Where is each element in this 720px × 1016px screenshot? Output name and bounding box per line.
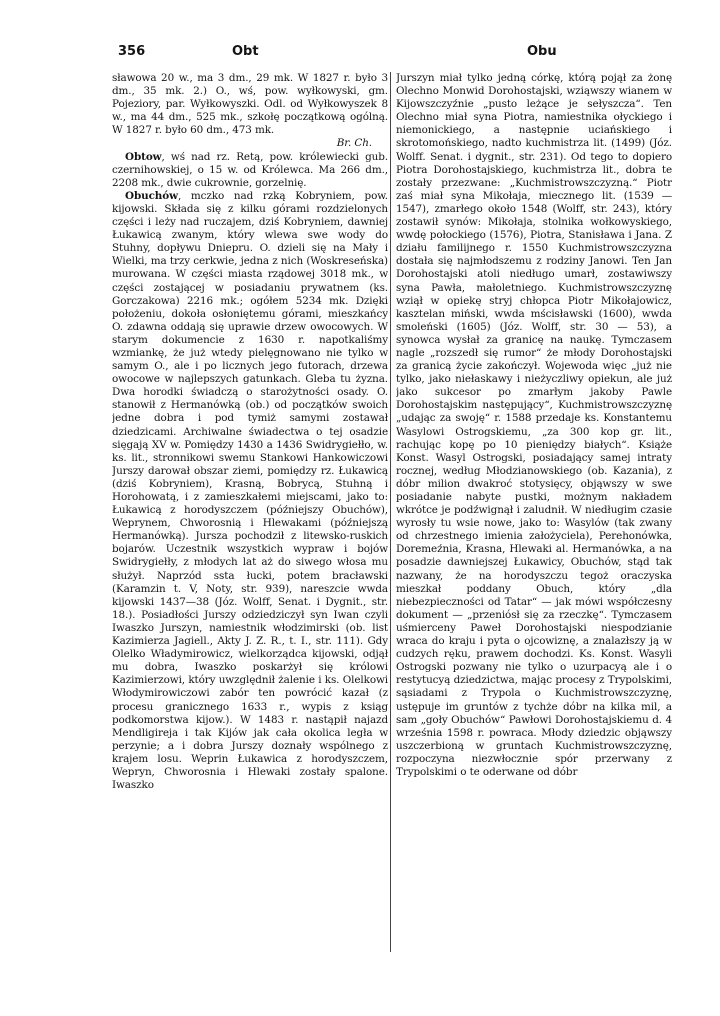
- left-column: [112, 72, 388, 952]
- entry-obtow: [112, 151, 388, 190]
- entry-obuchow-continuation: [396, 72, 672, 779]
- entry-obr-continuation: [112, 72, 388, 151]
- entry-headword: Obuchów: [125, 189, 178, 202]
- entry-text: Jurszyn miał tylko jedną córkę, którą pojął za żonę Olechno Monwid Dorohostajski, wziąwszy wianem w Kijowszczyźnie „pusto leżące je sełyszcza“. Ten Olechno miał syna Piotra, namiestnika ołyckiego i niemonickiego, a następnie uciańskiego i skrotomońskiego, nadto kuchmistrza lit. (1499) (Józ. Wolff. Senat. i dygnit., str. 231). Od tego to dopiero Piotra Dorohostajskiego, kuchmistrza lit., dobra te zostały przezwane: „Kuchmistrowszczyzną.“ Piotr zaś miał syna Mikołaja, miecznego lit. (1539 — 1547), zmarłego około 1548 (Wolff, str. 243), który zostawił synów: Mikołaja, stolnika wołkowyskiego, wwdę połockiego (1576), Piotra, Stanisława i Jana. Z działu familijnego r. 1550 Kuchmistrowszczyzna dostała się najmłodszemu z rodziny Janowi. Ten Jan Dorohostajski atoli niedługo umarł, zostawiwszy syna Pawła, małoletniego. Kuchmistrowszczyznę wziął w opiekę stryj chłopca Piotr Mikołajowicz, kasztelan miński, wwda mścisławski (1600), wwda smoleński (1605) (Józ. Wolff, str. 30 — 53), a synowca wysłał za granicę na naukę. Tymczasem nagle „rozszedł się rumor“ że młody Dorohostajski za granicą życie zakończył. Wojewoda więc „już nie tylko, jako niełaskawy i nieżyczliwy opiekun, ale już jako sukcesor po zmarłym jakoby Pawle Dorohostajskim następujący“, Kuchmistrowszczyznę „udając za swoję“ r. 1588 przedaje ks. Konstantemu Wasylowi Ostrogskiemu, „za 300 kop gr. lit., rachując kopę po 10 pieniędzy białych“. Książe Konst. Wasyl Ostrogski, posiadający samej intraty rocznej, według Młodzianowskiego (ob. Kazania), z dóbr milion dwakroć stotysięcy, objąwszy w swe posiadanie nabyte pustki, możnym nakładem wkrótce je podźwignął i zaludnił. W niedługim czasie wyrosły tu wsie nowe, jako to: Wasylów (tak zwany od chrzestnego imienia założyciela), Perehonówka, Doremeźnia, Krasna, Hlewaki al. Hermanówka, a na posadzie dawniejszej Łukawicy, Obuchów, stąd tak nazwany, że na horodyszczu tegoż oraczyska mieszkał poddany Obuch, który „dla niebezpieczności od Tatar“ — jak mówi współczesny dokument — „przeniósł się za rzeczkę“. Tymczasem uśmierceny Paweł Dorohostajski niespodzianie wraca do kraju i pyta o ojcowiznę, a znalazłszy ją w cudzych ręku, prawem dochodzi. Ks. Konst. Wasyli Ostrogski pozwany nie tylko o uzurpacyą ale i o restytucyą dziedzictwa, mając procesy z Trypolskimi, sąsiadami z Trypola o Kuchmistrowszczyznę, ustępuje im gruntów z tychże dóbr na kilka mil, a sam „goły Obuchów“ Pawłowi Dorohostajskiemu d. 4 września 1598 r. powraca. Młody dziedzic objąwszy uszczerbioną w gruntach Kuchmistrowszczyznę, rozpoczyna niezwłocznie spór przerwany z Trypolskimi o te oderwane od dóbr: [396, 72, 672, 778]
- column-divider: [390, 72, 391, 952]
- entry-obuchow: [112, 190, 388, 792]
- running-head-left: Obt: [232, 44, 259, 59]
- author-signature: Br. Ch.: [336, 137, 372, 150]
- entry-text: , wś nad rz. Retą, pow. królewiecki gub. czernihowskiej, o 15 w. od Królewca. Ma 266 dm., 2208 mk., dwie cukrownie, gorzelnię.: [112, 150, 388, 189]
- entry-text: , mczko nad rzką Kobryniem, pow. kijowski. Składa się z kilku górami rozdzielonych części i leży nad ruczajem, dziś Kobryniem, dawniej Łukawicą zwanym, który wlewa swe wody do Stuhny, dopływu Dniepru. O. dzieli się na Mały i Wielki, ma trzy cerkwie, jedna z nich (Woskreseńska) murowana. W części miasta rządowej 3018 mk., w części zostającej w posiadaniu prywatnem (ks. Gorczakowa) 2216 mk.; ogółem 5234 mk. Dzięki położeniu, dokoła osłoniętemu górami, mieszkańcy O. zdawna oddają się uprawie drzew owocowych. W starym dokumencie z 1630 r. napotkaliśmy wzmiankę, że już wtedy pielęgnowano nie tylko w samym O., ale i po licznych jego futorach, drzewa owocowe w najlepszych gatunkach. Gleba tu żyzna. Dwa horodki świadczą o starożytności osady. O. stanowił z Hermanówką (ob.) od początków swoich jedne dobra i pod tymiż samymi zostawał dziedzicami. Archiwalne świadectwa o tej osadzie sięgają XV w. Pomiędzy 1430 a 1436 Swidrygiełło, w. ks. lit., stronnikowi swemu Stankowi Hankowiczowi Jurszy darował obszar ziemi, pomiędzy rz. Łukawicą (dziś Kobryniem), Krasną, Bobrycą, Stuhną i Horohowatą, i z zamieszkałemi miejscami, jako to: Łukawicą z horodyszczem (późniejszy Obuchów), Weprynem, Chworosnią i Hlewakami (późniejszą Hermanówką). Jursza pochodził z litewsko-ruskich bojarów. Uczestnik wszystkich wypraw i bojów Swidrygiełły, z młodych lat aż do siwego włosa mu służył. Naprzód ssta łucki, potem bracławski (Karamzin t. V, Noty, str. 939), nareszcie wwda kijowski 1437—38 (Józ. Wolff, Senat. i Dygnit., str. 18.). Posiadłości Jurszy odziedziczył syn Iwan czyli Iwaszko Jurszyn, namiestnik włodzimirski (ob. list Kazimierza Jagiell., Akty J. Z. R., t. I., str. 111). Gdy Olelko Władymirowicz, wielkorządca kijowski, odjął mu dobra, Iwaszko poskarżył się królowi Kazimierzowi, który uwzględnił żalenie i ks. Olelkowi Włodymirowiczowi zabór ten powrócić kazał (z procesu granicznego 1633 r., wypis z ksiąg podkomorstwa kijow.). W 1483 r. nastąpił najazd Mendligireja i tak Kijów jak cała okolica legła w perzynie; a i dobra Jurszy doznały wspólnego z krajem losu. Weprin Łukawica z horodyszczem, Wepryn, Chworosnia i Hlewaki zostały spalone. Iwaszko: [112, 189, 388, 792]
- entry-headword: Obtow: [125, 150, 162, 163]
- right-column: [396, 72, 672, 952]
- page-number: 356: [118, 44, 146, 59]
- entry-text: sławowa 20 w., ma 3 dm., 29 mk. W 1827 r. było 3 dm., 35 mk. 2.) O., wś, pow. wyłkowyski, gm. Pojeziory, par. Wyłkowyszki. Odl. od Wyłkowyszek 8 w., ma 44 dm., 525 mk., szkołę początkową ogólną. W 1827 r. było 60 dm., 473 mk.: [112, 72, 388, 137]
- running-head-right: Obu: [527, 44, 557, 59]
